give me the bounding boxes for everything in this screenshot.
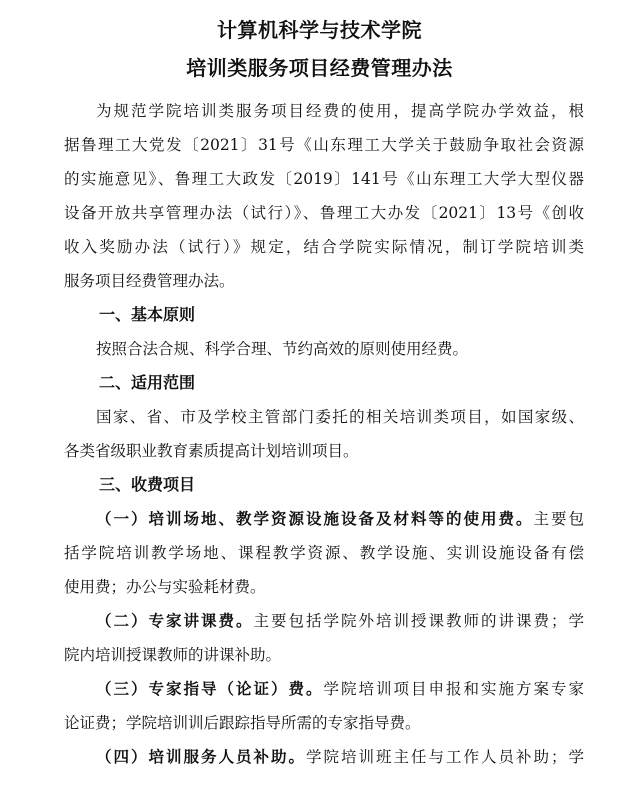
document-title-line2: 培训类服务项目经费管理办法 xyxy=(186,56,453,80)
section-heading: 二、适用范围 xyxy=(99,373,196,392)
item-first-line xyxy=(96,745,584,769)
intro-line: 的实施意见》、鲁理工大政发〔2019〕141号《山东理工大学大型仪器 xyxy=(64,170,584,188)
item-title: （四）培训服务人员补助。 xyxy=(96,748,306,766)
item-title: （一）培训场地、教学资源设施设备及材料等的使用费。 xyxy=(96,510,534,528)
item-first-line xyxy=(96,507,584,531)
item-text: 学院培训班主任与工作人员补助；学 xyxy=(306,748,584,766)
section-line: 各类省级职业教育素质提高计划培训项目。 xyxy=(64,442,359,460)
item-text: 主要包 xyxy=(533,510,584,528)
section-line: 按照合法合规、科学合理、节约高效的原则使用经费。 xyxy=(96,340,469,358)
section-heading: 三、收费项目 xyxy=(99,475,196,494)
item-text: 主要包括学院外培训授课教师的讲课费；学 xyxy=(253,612,584,630)
section-heading: 一、基本原则 xyxy=(99,305,196,324)
item-text: 学院培训项目申报和实施方案专家 xyxy=(323,680,584,698)
item-title: （三）专家指导（论证）费。 xyxy=(96,680,324,698)
intro-line: 服务项目经费管理办法。 xyxy=(64,272,235,290)
item-line: 院内培训授课教师的讲课补助。 xyxy=(64,646,282,664)
item-first-line xyxy=(96,677,584,701)
item-line: 括学院培训教学场地、课程教学资源、教学设施、实训设施设备有偿 xyxy=(64,544,584,562)
intro-line: 收入奖励办法（试行）》规定，结合学院实际情况，制订学院培训类 xyxy=(64,238,584,256)
intro-line: 设备开放共享管理办法（试行）》、鲁理工大办发〔2021〕13号《创收 xyxy=(64,204,584,222)
intro-line: 为规范学院培训类服务项目经费的使用，提高学院办学效益，根 xyxy=(96,102,584,120)
section-line: 国家、省、市及学校主管部门委托的相关培训类项目，如国家级、 xyxy=(96,408,584,426)
document-title-line1: 计算机科学与技术学院 xyxy=(217,18,422,42)
intro-line: 据鲁理工大党发〔2021〕31号《山东理工大学关于鼓励争取社会资源 xyxy=(64,136,584,154)
item-line: 论证费；学院培训训后跟踪指导所需的专家指导费。 xyxy=(64,714,421,732)
item-title: （二）专家讲课费。 xyxy=(96,612,254,630)
item-line: 使用费；办公与实验耗材费。 xyxy=(64,578,266,596)
item-first-line xyxy=(96,609,584,633)
